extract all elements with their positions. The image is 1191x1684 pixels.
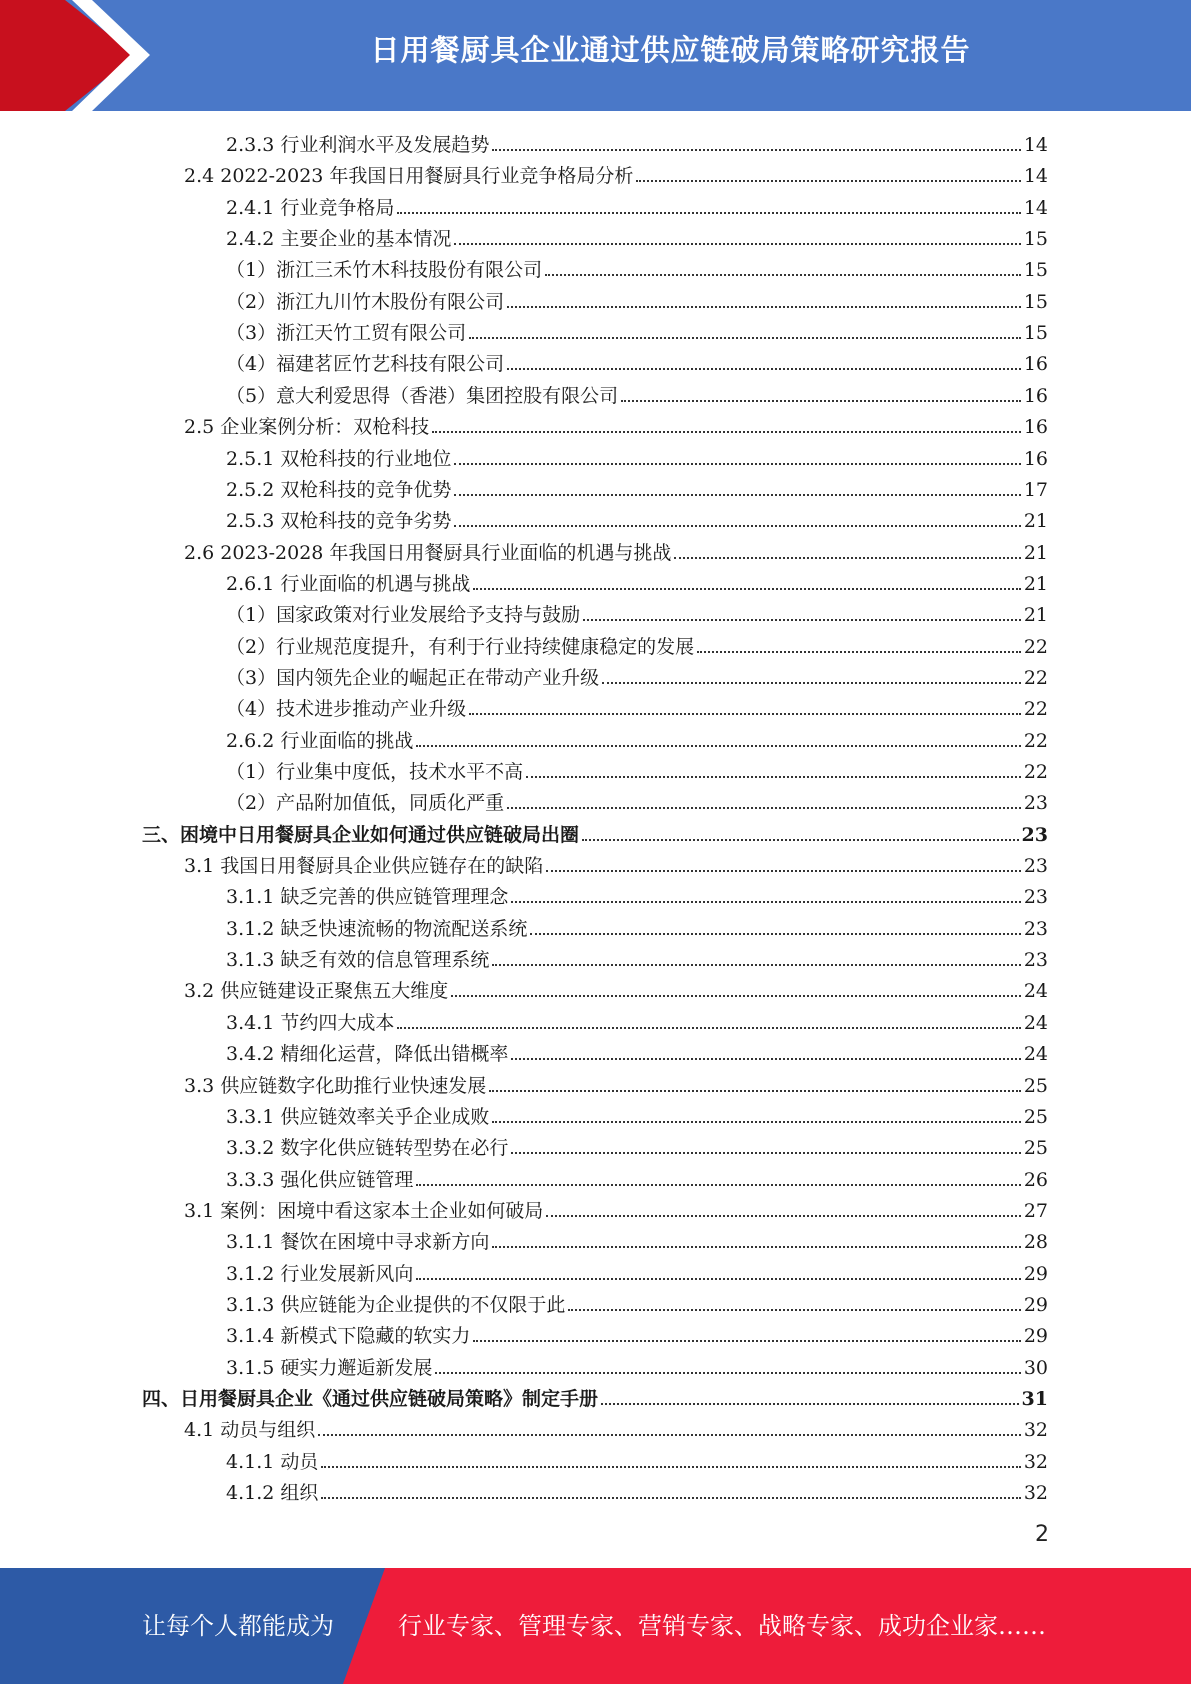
toc-entry-label: 3.1.4 新模式下隐藏的软实力 <box>226 1325 471 1348</box>
toc-leader-dots <box>507 306 1021 308</box>
toc-entry[interactable] <box>226 1223 1048 1254</box>
toc-entry-page: 32 <box>1023 1419 1048 1442</box>
toc-leader-dots <box>492 149 1020 151</box>
toc-entry[interactable] <box>226 314 1048 345</box>
toc-entry[interactable] <box>184 847 1048 878</box>
toc-entry-label: 3.4.1 节约四大成本 <box>226 1011 395 1034</box>
footer-slogan-left: 让每个人都能成为 <box>142 1612 334 1640</box>
toc-leader-dots <box>511 1058 1020 1060</box>
toc-entry-page: 23 <box>1021 823 1048 846</box>
toc-entry[interactable] <box>226 283 1048 314</box>
toc-leader-dots <box>492 1246 1020 1248</box>
toc-entry-label: 3.3.2 数字化供应链转型势在必行 <box>226 1137 509 1160</box>
toc-entry-label: 三、困境中日用餐厨具企业如何通过供应链破局出圈 <box>142 823 580 846</box>
toc-entry-page: 24 <box>1023 1043 1048 1066</box>
toc-leader-dots <box>454 494 1020 496</box>
toc-entry[interactable] <box>226 596 1048 627</box>
toc-leader-dots <box>568 1309 1020 1311</box>
toc-entry-page: 23 <box>1023 792 1048 815</box>
toc-leader-dots <box>507 368 1021 370</box>
toc-entry[interactable] <box>226 1286 1048 1317</box>
page-number: 2 <box>1035 1522 1049 1547</box>
page-header <box>0 0 1191 111</box>
toc-leader-dots <box>397 1027 1020 1029</box>
toc-entry-page: 15 <box>1023 259 1048 282</box>
toc-entry-page: 22 <box>1023 729 1048 752</box>
toc-entry-page: 29 <box>1023 1293 1048 1316</box>
toc-entry[interactable] <box>226 941 1048 972</box>
toc-entry[interactable] <box>226 502 1048 533</box>
toc-entry-label: 四、日用餐厨具企业《通过供应链破局策略》制定手册 <box>142 1388 599 1410</box>
toc-entry-label: 3.1.1 缺乏完善的供应链管理理念 <box>226 886 509 909</box>
toc-entry[interactable] <box>184 534 1048 565</box>
toc-entry[interactable] <box>184 972 1048 1003</box>
toc-entry-page: 22 <box>1023 635 1048 658</box>
toc-leader-dots <box>697 651 1021 653</box>
toc-entry-page: 16 <box>1023 353 1048 376</box>
toc-entry-label: 2.4 2022-2023 年我国日用餐厨具行业竞争格局分析 <box>184 165 634 188</box>
toc-entry[interactable] <box>226 440 1048 471</box>
toc-entry[interactable] <box>226 690 1048 721</box>
toc-entry-label: 3.3.3 强化供应链管理 <box>226 1168 414 1191</box>
toc-leader-dots <box>416 745 1020 747</box>
toc-entry-label: 3.1 案例：困境中看这家本土企业如何破局 <box>184 1199 544 1222</box>
toc-entry-page: 14 <box>1023 134 1048 156</box>
toc-leader-dots <box>454 525 1020 527</box>
toc-leader-dots <box>507 807 1021 809</box>
toc-entry-label: 3.1.2 缺乏快速流畅的物流配送系统 <box>226 917 528 940</box>
toc-leader-dots <box>546 1215 1021 1217</box>
toc-entry-page: 21 <box>1023 604 1048 627</box>
toc-entry-page: 15 <box>1023 322 1048 345</box>
toc-entry[interactable] <box>184 1192 1048 1223</box>
toc-leader-dots <box>545 274 1021 276</box>
toc-leader-dots <box>416 1184 1020 1186</box>
toc-leader-dots <box>511 1152 1020 1154</box>
toc-entry-page: 23 <box>1023 886 1048 909</box>
toc-entry-label: 3.4.2 精细化运营，降低出错概率 <box>226 1043 509 1066</box>
toc-entry-page: 24 <box>1023 980 1048 1003</box>
toc-entry-label: 2.3.3 行业利润水平及发展趋势 <box>226 134 490 156</box>
toc-entry-page: 32 <box>1023 1482 1048 1505</box>
toc-entry-label: 3.3 供应链数字化助推行业快速发展 <box>184 1074 487 1097</box>
toc-entry-page: 16 <box>1023 416 1048 439</box>
toc-entry-page: 23 <box>1023 949 1048 972</box>
toc-leader-dots <box>318 1434 1021 1436</box>
toc-leader-dots <box>321 1497 1020 1499</box>
toc-entry-page: 16 <box>1023 447 1048 470</box>
toc-leader-dots <box>621 400 1021 402</box>
toc-entry-label: 2.4.2 主要企业的基本情况 <box>226 228 452 251</box>
toc-leader-dots <box>674 557 1020 559</box>
toc-entry-page: 14 <box>1023 196 1048 219</box>
toc-entry-page: 21 <box>1023 510 1048 533</box>
toc-entry-label: 4.1.2 组织 <box>226 1482 319 1505</box>
toc-entry[interactable] <box>142 1380 1048 1411</box>
toc-entry[interactable] <box>226 753 1048 784</box>
toc-entry-label: （3）国内领先企业的崛起正在带动产业升级 <box>226 666 600 689</box>
toc-entry-label: 3.1.3 供应链能为企业提供的不仅限于此 <box>226 1293 566 1316</box>
toc-entry-page: 15 <box>1023 290 1048 313</box>
toc-entry-page: 31 <box>1021 1388 1048 1410</box>
toc-entry-label: 3.1.2 行业发展新风向 <box>226 1262 414 1285</box>
toc-leader-dots <box>530 933 1020 935</box>
toc-leader-dots <box>473 588 1020 590</box>
toc-entry[interactable] <box>226 1035 1048 1066</box>
toc-entry[interactable] <box>184 1067 1048 1098</box>
toc-entry-label: 3.1 我国日用餐厨具企业供应链存在的缺陷 <box>184 855 544 878</box>
toc-entry-page: 26 <box>1023 1168 1048 1191</box>
toc-entry-page: 14 <box>1023 165 1048 188</box>
footer-slogan-right: 行业专家、管理专家、营销专家、战略专家、成功企业家…… <box>398 1612 1046 1640</box>
toc-entry[interactable] <box>184 1411 1048 1442</box>
toc-entry-label: 4.1.1 动员 <box>226 1450 319 1473</box>
toc-entry-page: 22 <box>1023 666 1048 689</box>
toc-entry[interactable] <box>226 565 1048 596</box>
toc-entry-label: 3.2 供应链建设正聚焦五大维度 <box>184 980 449 1003</box>
toc-entry[interactable] <box>226 910 1048 941</box>
toc-entry-page: 22 <box>1023 698 1048 721</box>
toc-entry-label: （1）国家政策对行业发展给予支持与鼓励 <box>226 604 581 627</box>
toc-entry-label: 2.5 企业案例分析：双枪科技 <box>184 416 430 439</box>
toc-entry[interactable] <box>184 408 1048 439</box>
toc-leader-dots <box>469 713 1021 715</box>
toc-entry-page: 32 <box>1023 1450 1048 1473</box>
toc-entry-label: （5）意大利爱思得（香港）集团控股有限公司 <box>226 384 619 407</box>
toc-entry[interactable] <box>226 1255 1048 1286</box>
toc-entry-label: 4.1 动员与组织 <box>184 1419 316 1442</box>
toc-entry[interactable] <box>226 784 1048 815</box>
toc-leader-dots <box>454 463 1020 465</box>
toc-entry[interactable] <box>184 157 1048 188</box>
toc-leader-dots <box>526 776 1021 778</box>
toc-entry-label: 2.4.1 行业竞争格局 <box>226 196 395 219</box>
toc-entry-page: 25 <box>1023 1105 1048 1128</box>
toc-entry[interactable] <box>226 189 1048 220</box>
toc-entry[interactable] <box>226 126 1048 157</box>
toc-entry-page: 16 <box>1023 384 1048 407</box>
toc-leader-dots <box>469 337 1021 339</box>
toc-leader-dots <box>602 682 1021 684</box>
toc-leader-dots <box>583 619 1021 621</box>
toc-entry-page: 29 <box>1023 1262 1048 1285</box>
toc-entry[interactable] <box>226 1317 1048 1348</box>
toc-entry[interactable] <box>226 220 1048 251</box>
toc-entry-label: （2）行业规范度提升，有利于行业持续健康稳定的发展 <box>226 635 695 658</box>
toc-entry-page: 25 <box>1023 1137 1048 1160</box>
page-footer <box>0 1568 1191 1684</box>
toc-entry-label: （3）浙江天竹工贸有限公司 <box>226 322 467 345</box>
toc-entry-label: 3.1.3 缺乏有效的信息管理系统 <box>226 949 490 972</box>
toc-leader-dots <box>397 212 1020 214</box>
toc-entry-label: 3.1.1 餐饮在困境中寻求新方向 <box>226 1231 490 1254</box>
toc-entry[interactable] <box>226 377 1048 408</box>
toc-entry-label: （4）福建茗匠竹艺科技有限公司 <box>226 353 505 376</box>
toc-entry[interactable] <box>226 1004 1048 1035</box>
toc-entry-page: 30 <box>1023 1356 1048 1379</box>
toc-entry-label: （1）行业集中度低，技术水平不高 <box>226 761 524 783</box>
toc-entry-label: 3.3.1 供应链效率关乎企业成败 <box>226 1105 490 1128</box>
toc-entry-label: 2.5.3 双枪科技的竞争劣势 <box>226 510 452 533</box>
toc-entry[interactable] <box>226 251 1048 282</box>
toc-leader-dots <box>601 1403 1019 1405</box>
toc-entry-label: 3.1.5 硬实力邂逅新发展 <box>226 1356 433 1379</box>
toc-entry[interactable] <box>226 1098 1048 1129</box>
toc-leader-dots <box>321 1466 1020 1468</box>
toc-entry-page: 24 <box>1023 1011 1048 1034</box>
toc-leader-dots <box>511 901 1020 903</box>
toc-entry-label: 2.5.2 双枪科技的竞争优势 <box>226 478 452 501</box>
toc-entry-page: 22 <box>1023 761 1048 783</box>
toc-leader-dots <box>546 870 1021 872</box>
toc-entry[interactable] <box>226 628 1048 659</box>
toc-entry-page: 27 <box>1023 1199 1048 1222</box>
toc-entry[interactable] <box>226 1443 1048 1474</box>
toc-leader-dots <box>435 1372 1020 1374</box>
toc-entry[interactable] <box>226 1161 1048 1192</box>
toc-leader-dots <box>582 839 1019 841</box>
toc-entry-page: 23 <box>1023 855 1048 878</box>
toc-leader-dots <box>489 1090 1021 1092</box>
toc-leader-dots <box>451 995 1021 997</box>
toc-entry[interactable] <box>226 659 1048 690</box>
toc-leader-dots <box>492 1121 1020 1123</box>
toc-entry-page: 15 <box>1023 228 1048 251</box>
toc-leader-dots <box>432 431 1021 433</box>
toc-entry-label: （2）产品附加值低，同质化严重 <box>226 792 505 815</box>
toc-entry-page: 21 <box>1023 572 1048 595</box>
toc-entry-label: 2.6.2 行业面临的挑战 <box>226 729 414 752</box>
toc-entry-label: 2.5.1 双枪科技的行业地位 <box>226 447 452 470</box>
toc-leader-dots <box>636 180 1020 182</box>
toc-entry[interactable] <box>226 722 1048 753</box>
header-title: 日用餐厨具企业通过供应链破局策略研究报告 <box>370 33 971 67</box>
toc-entry-label: （4）技术进步推动产业升级 <box>226 698 467 721</box>
toc-entry[interactable] <box>226 1349 1048 1380</box>
toc-entry-label: （2）浙江九川竹木股份有限公司 <box>226 290 505 313</box>
toc-entry-page: 17 <box>1023 478 1048 501</box>
toc-entry-page: 29 <box>1023 1325 1048 1348</box>
toc-entry[interactable] <box>226 345 1048 376</box>
toc-entry[interactable] <box>142 816 1048 847</box>
toc-leader-dots <box>473 1340 1020 1342</box>
toc-entry[interactable] <box>226 1474 1048 1505</box>
toc-leader-dots <box>454 243 1020 245</box>
toc-entry-label: 2.6 2023-2028 年我国日用餐厨具行业面临的机遇与挑战 <box>184 541 672 564</box>
toc-leader-dots <box>416 1278 1020 1280</box>
toc-entry[interactable] <box>226 471 1048 502</box>
toc-entry-page: 25 <box>1023 1074 1048 1097</box>
toc-entry[interactable] <box>226 1129 1048 1160</box>
toc-entry-page: 23 <box>1023 917 1048 940</box>
toc-leader-dots <box>492 964 1020 966</box>
toc-entry[interactable] <box>226 878 1048 909</box>
toc-entry-page: 28 <box>1023 1231 1048 1254</box>
toc-entry-page: 21 <box>1023 541 1048 564</box>
toc-entry-label: 2.6.1 行业面临的机遇与挑战 <box>226 572 471 595</box>
toc-entry-label: （1）浙江三禾竹木科技股份有限公司 <box>226 259 543 282</box>
